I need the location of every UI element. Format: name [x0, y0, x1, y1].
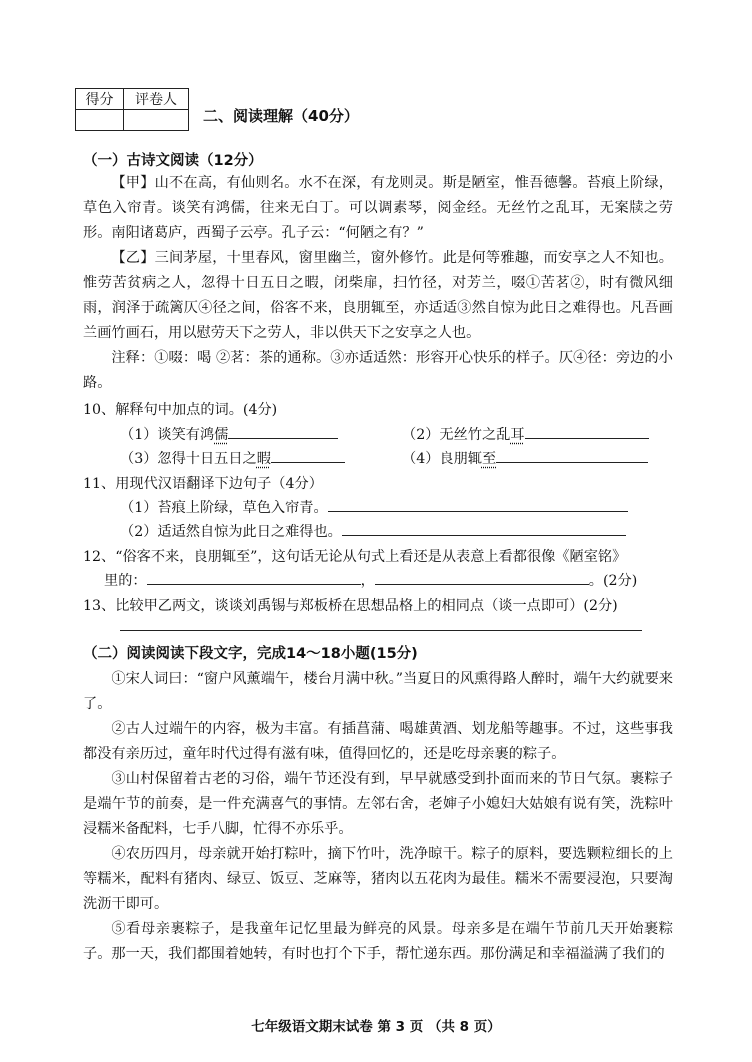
q10-item1: [120, 424, 338, 444]
passage-yi: 【乙】三间茅屋，十里春风，窗里幽兰，窗外修竹。此是何等雅趣，而安享之人不知也。惟劳苦贫病之人，忽得十日五日之暇，闭柴扉，扫竹径，对芳兰，啜①苦茗②，时有微风细雨，润泽于疏篱仄④径之间，俗客不来，良朋辄至，亦适适③然自惊为此日之难得也。凡吾画兰画竹画石，用以慰劳天下之劳人，非以供天下之安享之人也。: [83, 250, 673, 341]
article-paragraph-4: ④农历四月，母亲就开始打粽叶，摘下竹叶，洗净晾干。粽子的原料，要选颗粒细长的上等糯米，配料有猪肉、绿豆、饭豆、芝麻等，猪肉以五花肉为最佳。糯米不需要浸泡，只要淘洗沥干即可。: [83, 846, 673, 912]
article-paragraph-2: ②古人过端午的内容，极为丰富。有插菖蒲、喝雄黄酒、划龙船等趣事。不过，这些事我都没有亲历过，童年时代过得有滋有味，值得回忆的，还是吃母亲裹的粽子。: [83, 721, 673, 762]
q10-item2: [402, 424, 649, 444]
q10-item3: [120, 448, 345, 468]
part2-heading: （二）阅读阅读下段文字，完成14～18小题(15分): [83, 646, 418, 662]
q10-item3-blank[interactable]: [271, 448, 345, 463]
article-paragraph-1: ①宋人词曰：“窗户风薰端午，楼台月满中秋。”当夏日的风熏得路人醉时，端午大约就要来了。: [83, 671, 673, 712]
q12-cont-text: 里的：: [104, 573, 147, 589]
q11-stem: 11、用现代汉语翻译下边句子（4分）: [83, 476, 323, 492]
q10-item1-blank[interactable]: [228, 424, 338, 439]
q12-separator: ，: [360, 573, 375, 589]
q10-item3-dotted: 暇: [256, 451, 271, 467]
q10-item4-dotted: 至: [481, 451, 497, 467]
q10-item2-text: （2）无丝竹之乱: [402, 427, 511, 443]
part1-heading: （一）古诗文阅读（12分）: [83, 153, 263, 169]
q10-item2-dotted: 耳: [510, 427, 525, 443]
q12-end-text: 。(2分): [588, 573, 638, 589]
q10-item1-dotted: 儒: [214, 427, 229, 443]
q11-item2: [120, 521, 626, 541]
score-cell: [76, 110, 124, 131]
q10-stem: 10、解释句中加点的词。(4分): [83, 402, 278, 418]
q12-answer-line: [104, 570, 637, 590]
q12-blank1[interactable]: [147, 570, 361, 585]
q10-item2-blank[interactable]: [525, 424, 649, 439]
q10-item1-text: （1）谈笑有鸿: [120, 427, 215, 443]
page-footer: 七年级语文期末试卷 第 3 页 （共 8 页）: [251, 1019, 501, 1035]
q13-stem: 13、比较甲乙两文，谈谈刘禹锡与郑板桥在思想品格上的相同点（谈一点即可）(2分): [83, 598, 618, 614]
article-paragraph-3: ③山村保留着古老的习俗，端午节还没有到，早早就感受到扑面而来的节日气氛。裹粽子是端午节的前奏，是一件充满喜气的事情。左邻右舍，老婶子小媳妇大姑娘有说有笑，洗粽叶浸糯米备配料，七手八脚，忙得不亦乐乎。: [83, 771, 673, 837]
passage-jia: 【甲】山不在高，有仙则名。水不在深，有龙则灵。斯是陋室，惟吾德馨。苔痕上阶绿，草色入帘青。谈笑有鸿儒，往来无白丁。可以调素琴，阅金经。无丝竹之乱耳，无案牍之劳形。南阳诸葛庐，西蜀子云亭。孔子云：“何陋之有？”: [83, 175, 673, 241]
q10-item3-text: （3）忽得十日五日之: [120, 451, 257, 467]
annotation-note: 注释：①啜：喝 ②茗：茶的通称。③亦适适然：形容开心快乐的样子。仄④径：旁边的小路。: [83, 350, 673, 391]
grader-header: 评卷人: [124, 89, 189, 110]
q12-stem: 12、“俗客不来，良朋辄至”，这句话无论从句式上看还是从表意上看都很像《陋室铭》: [83, 549, 627, 565]
score-table: [75, 88, 189, 131]
q11-item1-text: （1）苔痕上阶绿，草色入帘青。: [120, 500, 328, 516]
section-title: 二、阅读理解（40分）: [203, 107, 359, 125]
q13-answer-blank[interactable]: [120, 630, 642, 631]
q11-item1-blank[interactable]: [328, 497, 628, 512]
q12-blank2[interactable]: [375, 570, 589, 585]
score-header: 得分: [76, 89, 124, 110]
q11-item1: [120, 497, 628, 517]
q10-item4: [402, 448, 648, 468]
q10-item4-blank[interactable]: [496, 448, 648, 463]
q11-item2-text: （2）适适然自惊为此日之难得也。: [120, 524, 342, 540]
article-paragraph-5: ⑤看母亲裹粽子，是我童年记忆里最为鲜亮的风景。母亲多是在端午节前几天开始裹粽子。那一天，我们都围着她转，有时也打个下手，帮忙递东西。那份满足和幸福溢满了我们的: [83, 921, 673, 962]
q11-item2-blank[interactable]: [342, 521, 626, 536]
grader-cell: [124, 110, 189, 131]
q10-item4-text: （4）良朋辄: [402, 451, 482, 467]
